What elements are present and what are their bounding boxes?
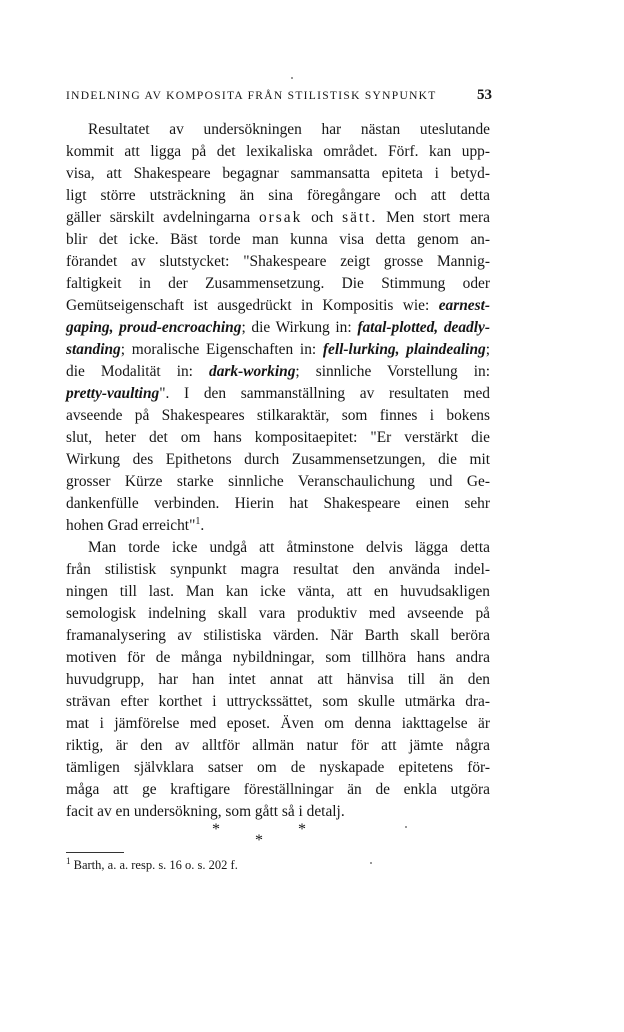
text-line: kommit att ligga på det lexikaliska området. Förf. kan upp-	[66, 143, 490, 160]
text-line: måga att ge kraftigare föreställningar än de enkla utgöra	[66, 781, 490, 798]
footnote-reference: 1	[195, 515, 201, 527]
italic-term: standing	[66, 341, 121, 358]
italic-term: pretty-vaulting	[66, 385, 160, 402]
scan-speck	[291, 77, 293, 79]
page-number: 53	[477, 87, 492, 103]
emphasis-word: orsak	[258, 209, 303, 226]
footnote	[66, 855, 490, 873]
running-title: INDELNING AV KOMPOSITA FRÅN STILISTISK SYNPUNKT	[66, 90, 437, 102]
italic-term: gaping, proud-encroaching	[66, 319, 242, 336]
text-line: die Modalität in: dark-working; sinnliche Vorstellung in:	[66, 363, 490, 380]
text-line: Man torde icke undgå att åtminstone delvis lägga detta	[88, 539, 490, 556]
text-line: Wirkung des Epithetons durch Zusammensetzungen, die mit	[66, 451, 490, 468]
italic-term: dark-working	[209, 363, 296, 380]
text-line: Gemütseigenschaft ist ausgedrückt in Kompositis wie: earnest-	[66, 297, 490, 314]
footnote-rule	[66, 852, 124, 853]
text-line: facit av en undersökning, som gått så i detalj.	[66, 803, 345, 820]
text-line: visa, att Shakespeare begagnar sammansatta epiteta i betyd-	[66, 165, 490, 182]
section-separator-star: *	[212, 821, 220, 838]
text-line: semologisk indelning skall vara produktiv med avseende på	[66, 605, 490, 622]
text-line: strävan efter korthet i uttryckssättet, som skulle utmärka dra-	[66, 693, 490, 710]
text-line: gaping, proud-encroaching; die Wirkung in: fatal-plotted, deadly-	[66, 319, 490, 336]
text-line: avseende på Shakespeares stilkaraktär, som finnes i bokens	[66, 407, 490, 424]
text-line: framanalysering av stilistiska värden. När Barth skall beröra	[66, 627, 490, 644]
footnote-text: Barth, a. a. resp. s. 16 o. s. 202 f.	[73, 858, 238, 872]
text-line: grosser Kürze starke sinnliche Veranschaulichung und Ge-	[66, 473, 490, 490]
text-line: faltigkeit in der Zusammensetzung. Die Stimmung oder	[66, 275, 490, 292]
text-line: blir det icke. Bäst torde man kunna visa detta genom an-	[66, 231, 490, 248]
italic-term: earnest-	[438, 297, 490, 314]
text-line: Resultatet av undersökningen har nästan uteslutande	[88, 121, 490, 138]
text-line: ligt större utsträckning än sina föregångare och att detta	[66, 187, 490, 204]
text-line: huvudgrupp, har han intet annat att hänvisa till än den	[66, 671, 490, 688]
text-line: tämligen självklara satser om de nyskapade epitetens för-	[66, 759, 490, 776]
text-line: pretty-vaulting". I den sammanställning av resultaten med	[66, 385, 490, 402]
text-line: slut, heter det om hans kompositaepitet: "Er verstärkt die	[66, 429, 490, 446]
italic-term: fell-lurking, plaindealing	[322, 341, 486, 358]
text-line: ningen till last. Man kan icke vänta, att en huvudsakligen	[66, 583, 490, 600]
text-line: hohen Grad erreicht"$^1$.	[66, 515, 205, 534]
section-separator-star: *	[298, 821, 306, 838]
text-line: dankenfülle verbinden. Hierin hat Shakespeare einen sehr	[66, 495, 490, 512]
text-line: standing; moralische Eigenschaften in: fell-lurking, plaindealing;	[66, 341, 490, 358]
text-line: mat i jämförelse med eposet. Även om denna iakttagelse är	[66, 715, 490, 732]
emphasis-word: sätt.	[342, 209, 378, 226]
scan-speck	[405, 826, 407, 828]
text-line: förandet av slutstycket: "Shakespeare zeigt grosse Mannig-	[66, 253, 490, 270]
text-line: från stilistisk synpunkt magra resultat den använda indel-	[66, 561, 490, 578]
text-line: motiven för de många nybildningar, som tillhöra hans andra	[66, 649, 490, 666]
section-separator-star: *	[255, 832, 263, 849]
italic-term: fatal-plotted, deadly-	[357, 319, 490, 336]
scan-speck	[370, 862, 372, 864]
footnote-mark: 1	[66, 855, 71, 866]
text-line: gäller särskilt avdelningarna orsak och sätt. Men stort mera	[66, 209, 490, 226]
text-line: riktig, är den av alltför allmän natur för att jämte några	[66, 737, 490, 754]
